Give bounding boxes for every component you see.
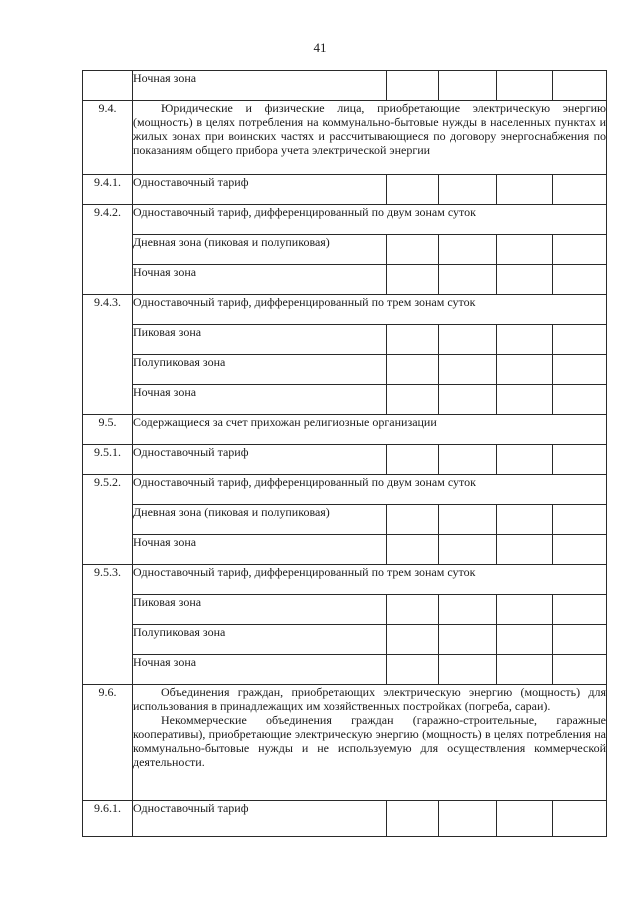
table-row	[83, 565, 607, 595]
value-cell	[387, 325, 439, 355]
value-cell	[387, 265, 439, 295]
value-cell	[553, 71, 607, 101]
value-cell	[387, 595, 439, 625]
row-number: 9.4.3.	[83, 295, 133, 415]
tariff-label: Одноставочный тариф, дифференцированный по двум зонам суток	[133, 205, 607, 235]
row-number: 9.4.	[83, 101, 133, 175]
table-row	[83, 101, 607, 175]
value-cell	[387, 801, 439, 837]
table-row	[83, 295, 607, 325]
value-cell	[497, 535, 553, 565]
zone-label: Ночная зона	[133, 71, 387, 101]
value-cell	[497, 595, 553, 625]
value-cell	[439, 801, 497, 837]
value-cell	[439, 505, 497, 535]
value-cell	[439, 355, 497, 385]
value-cell	[439, 325, 497, 355]
value-cell	[553, 595, 607, 625]
value-cell	[497, 625, 553, 655]
table-row	[83, 595, 607, 625]
table-row	[83, 355, 607, 385]
page-number: 41	[313, 40, 327, 55]
value-cell	[439, 265, 497, 295]
tariff-label: Одноставочный тариф, дифференцированный по трем зонам суток	[133, 295, 607, 325]
value-cell	[497, 655, 553, 685]
zone-label: Дневная зона (пиковая и полупиковая)	[133, 505, 387, 535]
table-row	[83, 445, 607, 475]
value-cell	[439, 71, 497, 101]
table-row	[83, 265, 607, 295]
tariff-label: Одноставочный тариф	[133, 445, 387, 475]
value-cell	[387, 655, 439, 685]
value-cell	[387, 625, 439, 655]
value-cell	[387, 505, 439, 535]
row-number: 9.6.1.	[83, 801, 133, 837]
value-cell	[553, 655, 607, 685]
section-text: Объединения граждан, приобретающих электрическую энергию (мощность) для использования в принадлежащих им хозяйственных постройках (погреба, сараи).	[133, 685, 606, 713]
tariff-label: Одноставочный тариф, дифференцированный по трем зонам суток	[133, 565, 607, 595]
value-cell	[439, 235, 497, 265]
value-cell	[439, 175, 497, 205]
table-row	[83, 535, 607, 565]
table-row	[83, 175, 607, 205]
value-cell	[553, 385, 607, 415]
value-cell	[553, 625, 607, 655]
value-cell	[387, 445, 439, 475]
value-cell	[497, 385, 553, 415]
zone-label: Полупиковая зона	[133, 625, 387, 655]
value-cell	[553, 445, 607, 475]
value-cell	[387, 175, 439, 205]
value-cell	[553, 265, 607, 295]
value-cell	[497, 265, 553, 295]
value-cell	[497, 71, 553, 101]
value-cell	[553, 325, 607, 355]
value-cell	[553, 535, 607, 565]
tariff-table	[82, 70, 607, 837]
zone-label: Пиковая зона	[133, 325, 387, 355]
table-row	[83, 505, 607, 535]
tariff-label: Одноставочный тариф	[133, 801, 387, 837]
value-cell	[439, 625, 497, 655]
zone-label: Дневная зона (пиковая и полупиковая)	[133, 235, 387, 265]
value-cell	[553, 355, 607, 385]
table-row	[83, 625, 607, 655]
table-row	[83, 655, 607, 685]
value-cell	[387, 385, 439, 415]
zone-label: Пиковая зона	[133, 595, 387, 625]
table-row	[83, 801, 607, 837]
tariff-label: Одноставочный тариф	[133, 175, 387, 205]
value-cell	[553, 801, 607, 837]
zone-label: Ночная зона	[133, 535, 387, 565]
value-cell	[497, 235, 553, 265]
value-cell	[497, 801, 553, 837]
value-cell	[439, 445, 497, 475]
value-cell	[553, 175, 607, 205]
value-cell	[387, 535, 439, 565]
row-number: 9.5.1.	[83, 445, 133, 475]
value-cell	[439, 385, 497, 415]
value-cell	[387, 71, 439, 101]
zone-label: Ночная зона	[133, 385, 387, 415]
row-number: 9.6.	[83, 685, 133, 801]
section-heading	[133, 685, 607, 801]
value-cell	[387, 235, 439, 265]
value-cell	[553, 505, 607, 535]
row-number: 9.5.	[83, 415, 133, 445]
zone-label: Ночная зона	[133, 265, 387, 295]
value-cell	[497, 325, 553, 355]
section-text: Некоммерческие объединения граждан (гаражно-строительные, гаражные кооперативы), приобретающие электрическую энергию (мощность) в целях потребления на коммунально-бытовые нужды и не используемую для осуществления коммерческой деятельности.	[133, 713, 606, 769]
value-cell	[497, 445, 553, 475]
zone-label: Ночная зона	[133, 655, 387, 685]
value-cell	[439, 595, 497, 625]
table-row	[83, 385, 607, 415]
table-row	[83, 475, 607, 505]
section-text: Юридические и физические лица, приобретающие электрическую энергию (мощность) в целях потребления на коммунально-бытовые нужды в населенных пунктах и жилых зонах при воинских частях и рассчитывающиеся по договору энергоснабжения по показаниям общего прибора учета электрической энергии	[133, 101, 606, 157]
row-number	[83, 71, 133, 101]
row-number: 9.5.2.	[83, 475, 133, 565]
section-heading	[133, 101, 607, 175]
value-cell	[439, 655, 497, 685]
value-cell	[387, 355, 439, 385]
row-number: 9.4.2.	[83, 205, 133, 295]
value-cell	[497, 175, 553, 205]
table-row	[83, 235, 607, 265]
table-row	[83, 205, 607, 235]
section-heading: Содержащиеся за счет прихожан религиозные организации	[133, 415, 607, 445]
table-row	[83, 325, 607, 355]
table-row	[83, 415, 607, 445]
table-row	[83, 685, 607, 801]
tariff-label: Одноставочный тариф, дифференцированный по двум зонам суток	[133, 475, 607, 505]
table-row	[83, 71, 607, 101]
row-number: 9.4.1.	[83, 175, 133, 205]
value-cell	[553, 235, 607, 265]
value-cell	[497, 355, 553, 385]
value-cell	[439, 535, 497, 565]
zone-label: Полупиковая зона	[133, 355, 387, 385]
value-cell	[497, 505, 553, 535]
row-number: 9.5.3.	[83, 565, 133, 685]
